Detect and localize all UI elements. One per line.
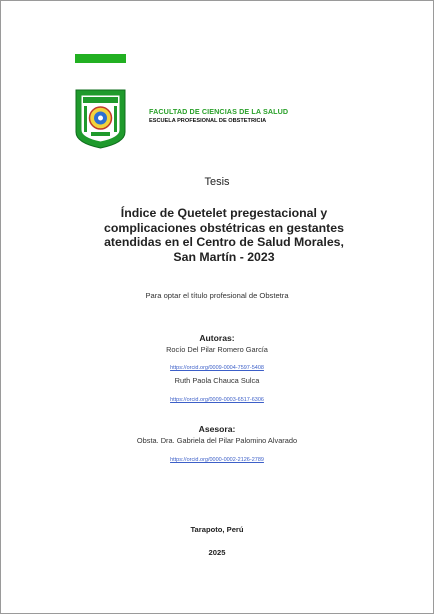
place: Tarapoto, Perú <box>190 525 244 534</box>
advisor-name: Obsta. Dra. Gabriela del Pilar Palomino Alvarado <box>136 436 298 445</box>
year: 2025 <box>208 548 226 557</box>
institution-header <box>149 107 288 124</box>
advisor-label: Asesora: <box>198 424 236 434</box>
author-orcid-link[interactable]: https://orcid.org/0009-0003-6517-6306 <box>170 397 264 403</box>
accent-bar <box>75 54 126 63</box>
author-orcid-link[interactable]: https://orcid.org/0009-0004-7597-5408 <box>170 365 264 371</box>
advisor-orcid-link[interactable]: https://orcid.org/0000-0002-2126-2789 <box>170 457 264 463</box>
thesis-title: Índice de Quetelet pregestacional y complicaciones obstétricas en gestantes atendidas en el Centro de Salud Morales, San Martín - 2023 <box>104 206 344 264</box>
authors-label: Autoras: <box>199 333 235 343</box>
author-name: Rocío Del Pilar Romero García <box>166 345 268 354</box>
degree-purpose: Para optar el título profesional de Obstetra <box>145 291 289 300</box>
document-type: Tesis <box>204 176 230 188</box>
faculty-name: FACULTAD DE CIENCIAS DE LA SALUD <box>149 107 289 116</box>
university-seal-icon <box>74 88 127 149</box>
school-name: ESCUELA PROFESIONAL DE OBSTETRICIA <box>149 118 267 124</box>
author-name: Ruth Paola Chauca Sulca <box>174 376 260 385</box>
